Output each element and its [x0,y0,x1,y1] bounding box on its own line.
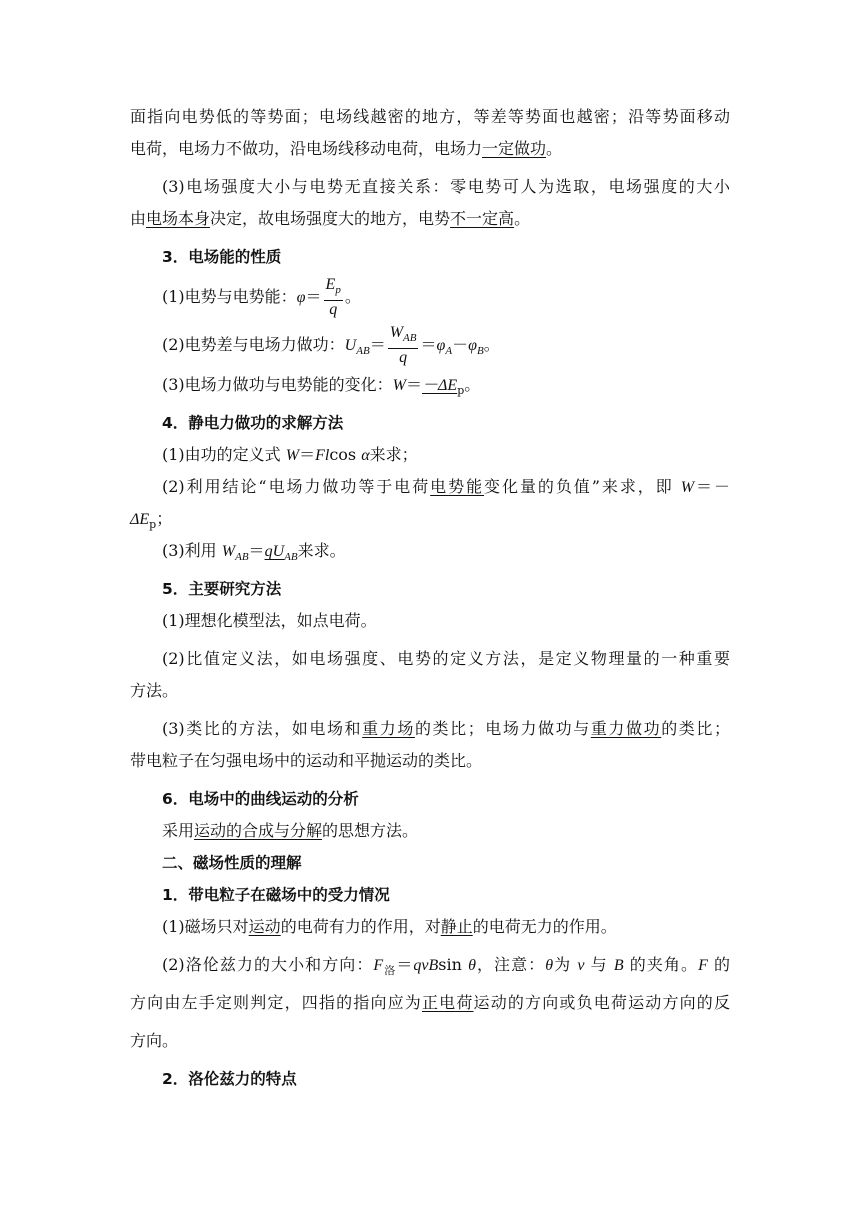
paragraph-line [130,134,730,164]
text: ＝ [369,335,386,354]
text: (1)由功的定义式 [162,445,286,464]
underlined-answer: 运动的合成与分解 [194,821,323,840]
text: 与 [584,955,614,974]
math-symbol: F [373,957,384,974]
math-symbol: qU [264,543,285,560]
text: 的电荷有力的作用，对 [280,917,441,936]
underlined-answer: 电场本身 [146,209,211,228]
math-symbol: W [285,447,300,464]
subscript: p [149,518,157,532]
text: － [452,335,469,354]
underlined-answer: 一定做功 [482,139,547,158]
paragraph-line: 带电粒子在匀强电场中的运动和平抛运动的类比。 [130,751,483,770]
text: 面指向电势低的等势面；电场线越密的地方，等差等势面也越密；沿等势面移动 [130,107,730,126]
subscript: AB [403,332,417,345]
math-symbol: F [698,957,708,974]
text: 变化量的负值”来求，即 [484,477,681,496]
fraction [388,324,419,366]
section-heading: 4．静电力做功的求解方法 [162,414,344,432]
underlined-answer: 重力场 [362,719,415,738]
formula-line [130,322,730,368]
underlined-answer [422,375,465,398]
subscript: A [445,345,453,358]
subscript: AB [356,345,370,358]
text: (3)利用 [162,541,222,560]
text: (1)磁场只对 [162,917,249,936]
section-heading: 5．主要研究方法 [162,580,282,598]
math-symbol: v [577,957,585,974]
fraction-denominator: q [399,348,408,366]
math-symbol: α [361,447,370,464]
underlined-answer: 运动 [248,917,281,936]
text: 。 [344,287,361,306]
text: 为 [553,955,578,974]
text: 的类比；电场力做功与 [414,719,591,738]
underlined-answer: 静止 [440,917,473,936]
text: 方向由左手定则判定，四指的指向应为 [130,993,422,1012]
subscript: p [457,384,465,398]
text: 的类比； [661,719,730,738]
text: 运动的方向或负电荷运动方向的反 [473,993,730,1012]
text: cos [329,445,362,464]
text: (3)类比的方法，如电场和 [162,719,363,738]
underlined-answer: 重力做功 [590,719,662,738]
text: (2)洛伦兹力的大小和方向： [162,955,374,974]
underlined-answer [264,541,298,564]
fraction-numerator [388,324,419,348]
paragraph-line [130,472,730,502]
math-symbol: Fl [315,447,330,464]
math-symbol: θ [468,957,476,974]
section-heading: 3．电场能的性质 [162,248,282,266]
underlined-answer: 电势能 [430,477,485,496]
section-heading: 6．电场中的曲线运动的分析 [162,790,359,808]
text: 决定，故电场强度大的地方，电势 [210,209,451,228]
underlined-answer: 不一定高 [450,209,515,228]
paragraph-line [130,440,730,470]
paragraph-line [130,644,730,674]
paragraph-line [130,714,730,744]
math-symbol: ΔE [130,511,150,528]
text: 的思想方法。 [322,821,419,840]
text: 。 [514,209,531,228]
text: 采用 [162,821,195,840]
paragraph-line: 方法。 [130,681,179,700]
text: ＝ [420,335,437,354]
text: 的 [707,955,730,974]
math-symbol: W [221,543,236,560]
text: ，注意： [475,955,546,974]
text: 。 [483,335,500,354]
text: 的电荷无力的作用。 [472,917,617,936]
text: (3)电场力做功与电势能的变化： [162,375,393,394]
text: ； [156,509,173,528]
math-symbol: W [389,324,404,342]
paragraph-line [130,988,730,1018]
math-symbol: W [680,479,695,496]
text: 的夹角。 [623,955,699,974]
math-symbol: φ [436,337,446,354]
math-symbol: E [325,276,336,294]
paragraph-line: 方向。 [130,1031,179,1050]
fraction [324,276,343,318]
text: ＝ [299,445,316,464]
document-body [130,100,730,1094]
math-symbol: B [613,957,624,974]
paragraph-line [130,816,730,846]
subscript: AB [235,551,249,564]
paragraph-line [130,204,730,234]
fraction-denominator: q [329,300,338,318]
text: 。 [464,375,481,394]
text: (2)电势差与电场力做功： [162,335,345,354]
formula-line [130,370,730,400]
text: 由 [130,209,147,228]
paragraph-line [130,950,730,980]
text: sin [438,955,469,974]
paragraph-line: (1)理想化模型法，如点电荷。 [162,611,377,630]
paragraph-line [130,172,730,202]
paragraph-line [130,504,730,534]
text: 。 [546,139,563,158]
paragraph-line [130,102,730,132]
text: ＝－ [694,477,730,496]
text: 来求。 [297,541,346,560]
math-symbol: φ [296,289,306,306]
math-symbol: φ [468,337,477,354]
chapter-heading: 二、磁场性质的理解 [162,854,302,872]
paragraph-line [130,912,730,942]
text: ＝ [406,375,423,394]
math-symbol: W [392,377,406,394]
text: 来求； [369,445,418,464]
text: ＝ [248,541,265,560]
formula-line [130,274,730,320]
text: (1)电势与电势能： [162,287,297,306]
text: (2)比值定义法，如电场强度、电势的定义方法，是定义物理量的一种重要 [162,649,730,668]
formula-line [130,536,730,566]
underlined-answer: 正电荷 [421,993,474,1012]
text: (3)电场强度大小与电势无直接关系：零电势可人为选取，电场强度的大小 [162,177,730,196]
subscript: 洛 [383,964,397,978]
section-heading: 1．带电粒子在磁场中的受力情况 [162,886,390,904]
math-symbol: qvB [413,957,439,974]
text: ＝ [396,955,414,974]
fraction-numerator [324,276,343,300]
subscript: AB [284,551,298,564]
math-symbol: θ [545,957,554,974]
text: 电荷，电场力不做功，沿电场线移动电荷，电场力 [130,139,483,158]
text: (2)利用结论“电场力做功等于电荷 [162,477,431,496]
subscript: p [335,284,341,297]
section-heading: 2．洛伦兹力的特点 [162,1070,297,1088]
math-symbol: U [344,337,357,354]
subscript: B [476,345,484,358]
math-symbol: －ΔE [422,377,458,394]
text: ＝ [305,287,322,306]
